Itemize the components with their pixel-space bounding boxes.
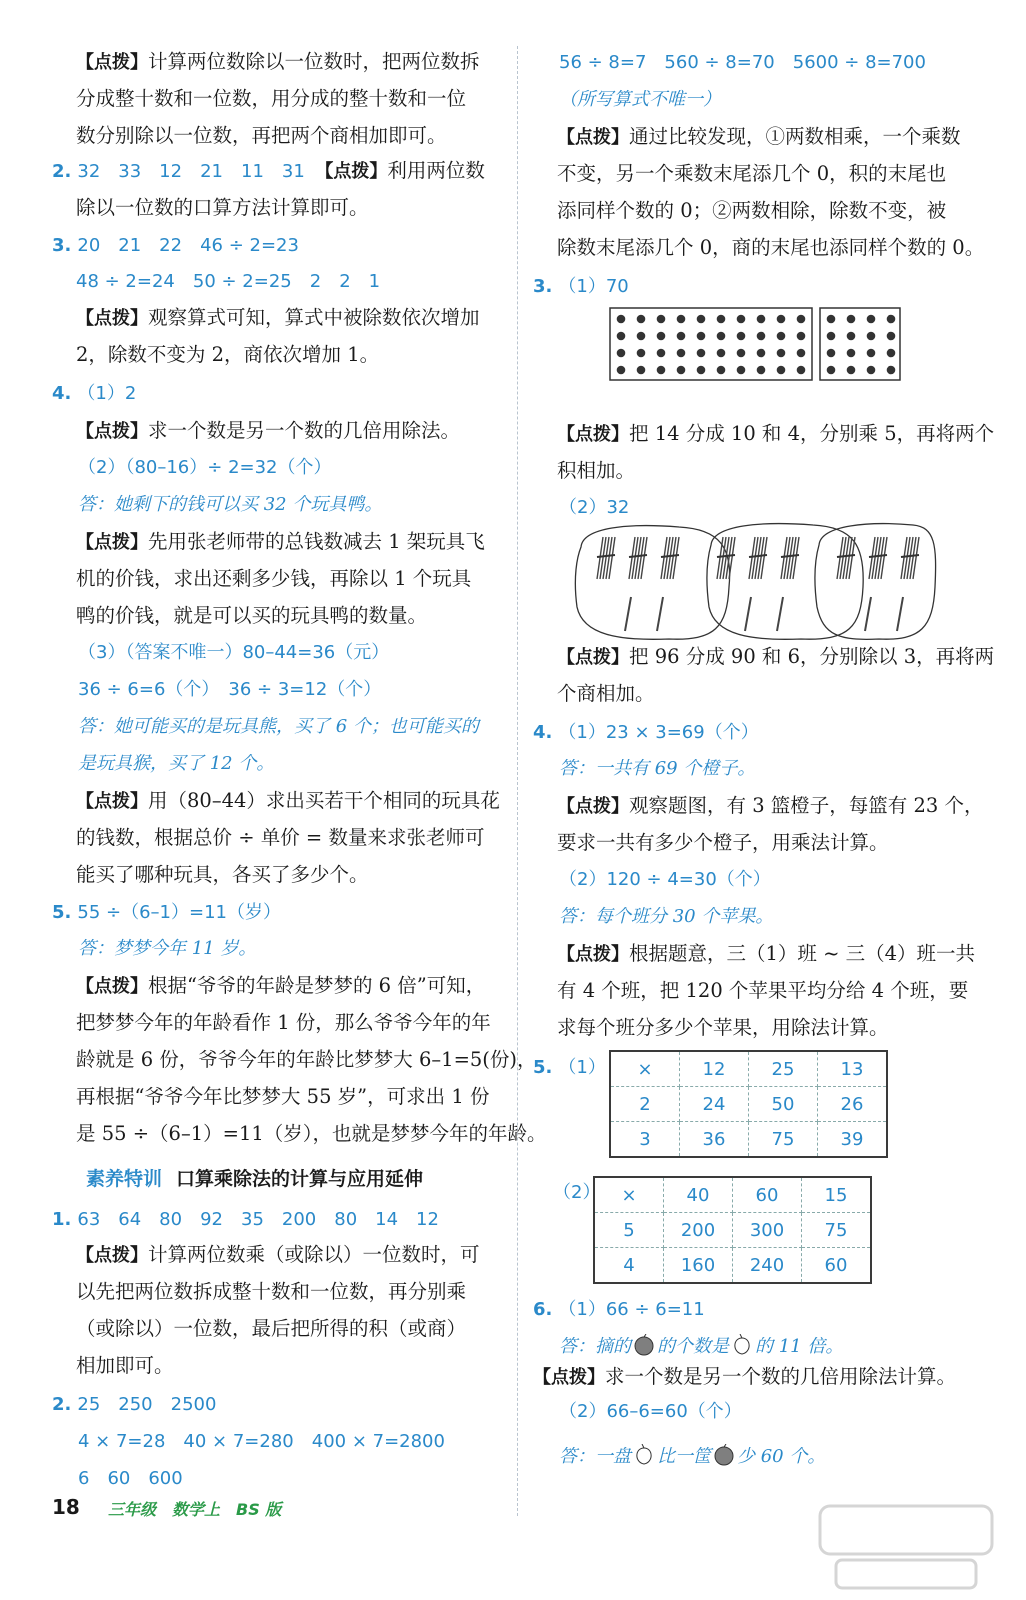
dot bbox=[797, 349, 806, 358]
stick-bundle-icon bbox=[661, 537, 679, 579]
table-cell: 36 bbox=[680, 1122, 749, 1158]
dot bbox=[827, 315, 836, 324]
text-line: 有 4 个班，把 120 个苹果平均分给 4 个班，要 bbox=[557, 979, 969, 1002]
table-cell: 24 bbox=[680, 1087, 749, 1122]
apple-icon bbox=[711, 1444, 737, 1466]
dots-group-left bbox=[617, 315, 806, 375]
dot bbox=[657, 332, 666, 341]
dot bbox=[887, 349, 896, 358]
text-line: 鸭的价钱，就是可以买的玩具鸭的数量。 bbox=[76, 604, 428, 627]
text-line: 【点拨】用（80–44）求出买若干个相同的玩具花 bbox=[76, 789, 500, 812]
column-divider bbox=[517, 46, 518, 1516]
section-heading: 素养特训 口算乘除法的计算与应用延伸 bbox=[86, 1168, 424, 1190]
dot bbox=[717, 366, 726, 375]
table-cell: 300 bbox=[733, 1213, 802, 1248]
dot bbox=[887, 366, 896, 375]
dot bbox=[827, 349, 836, 358]
table-cell: × bbox=[594, 1177, 664, 1213]
dot bbox=[737, 332, 746, 341]
text-line: 添同样个数的 0；②两数相除，除数不变，被 bbox=[557, 199, 947, 222]
dot-array-figure bbox=[609, 307, 905, 383]
dot bbox=[617, 366, 626, 375]
table-cell: 75 bbox=[749, 1122, 818, 1158]
dot bbox=[717, 315, 726, 324]
answer-line: 6 60 600 bbox=[78, 1468, 183, 1489]
dot bbox=[657, 349, 666, 358]
group-circle-3 bbox=[815, 524, 936, 640]
text-line: 求每个班分多少个苹果，用除法计算。 bbox=[557, 1016, 889, 1039]
dot bbox=[847, 366, 856, 375]
dot bbox=[677, 315, 686, 324]
table-cell: 26 bbox=[818, 1087, 888, 1122]
peach-icon bbox=[631, 1444, 657, 1466]
stick-bundle-icon bbox=[597, 537, 615, 579]
question-4: 4. （1）2 bbox=[52, 383, 137, 404]
dot bbox=[757, 315, 766, 324]
question-3: 3. （1）70 bbox=[533, 276, 629, 297]
answer-line: （3）（答案不唯一）80–44=36（元） bbox=[78, 642, 390, 663]
answer-line: 答：一共有 69 个橙子。 bbox=[559, 758, 756, 779]
dot bbox=[637, 366, 646, 375]
dot bbox=[677, 332, 686, 341]
dot bbox=[637, 315, 646, 324]
text-line: 【点拨】观察算式可知，算式中被除数依次增加 bbox=[76, 306, 480, 329]
text-line: 的钱数，根据总价 ÷ 单价 = 数量来求张老师可 bbox=[76, 826, 485, 849]
dot bbox=[797, 366, 806, 375]
dot bbox=[757, 332, 766, 341]
text-line: 能买了哪种玩具，各买了多少个。 bbox=[76, 863, 369, 886]
answer-line: 答：她剩下的钱可以买 32 个玩具鸭。 bbox=[78, 494, 383, 515]
multiplication-table-1 bbox=[609, 1050, 888, 1158]
stick-bundle-icon bbox=[629, 537, 647, 579]
text-line: 龄就是 6 份，爷爷今年的年龄比梦梦大 6–1=5(份)， bbox=[76, 1048, 537, 1071]
text-line: 【点拨】求一个数是另一个数的几倍用除法。 bbox=[76, 419, 461, 442]
question-3: 3. 20 21 22 46 ÷ 2=23 bbox=[52, 235, 299, 256]
table-cell: × bbox=[610, 1051, 680, 1087]
table-row bbox=[594, 1213, 871, 1248]
dot bbox=[887, 315, 896, 324]
answer-line: 56 ÷ 8=7 560 ÷ 8=70 5600 ÷ 8=700 bbox=[559, 52, 926, 73]
special-question-2: 2. 25 250 2500 bbox=[52, 1394, 217, 1415]
answer-line: 答：一盘 比一筐 少 60 个。 bbox=[559, 1446, 826, 1467]
text-line: 【点拨】根据题意，三（1）班 ~ 三（4）班一共 bbox=[557, 942, 976, 965]
table-cell: 13 bbox=[818, 1051, 888, 1087]
answer-line: （2）32 bbox=[559, 497, 630, 518]
single-stick-icon bbox=[657, 597, 663, 631]
text-line: 以先把两位数拆成整十数和一位数，再分别乘 bbox=[76, 1280, 467, 1303]
stick-bundle-icon bbox=[901, 537, 919, 579]
table-row bbox=[594, 1177, 871, 1213]
table-cell: 160 bbox=[664, 1248, 733, 1284]
text-line: 个商相加。 bbox=[557, 682, 655, 705]
dot bbox=[637, 332, 646, 341]
text-line: 【点拨】通过比较发现，①两数相乘，一个乘数 bbox=[557, 125, 961, 148]
table-cell: 240 bbox=[733, 1248, 802, 1284]
single-stick-icon bbox=[865, 597, 871, 631]
text-line: 除数末尾添几个 0，商的末尾也添同样个数的 0。 bbox=[557, 236, 985, 259]
single-stick-icon bbox=[897, 597, 903, 631]
peach-icon bbox=[729, 1334, 755, 1356]
text-line: 2，除数不变为 2，商依次增加 1。 bbox=[76, 343, 380, 366]
dots-group-right bbox=[827, 315, 896, 375]
question-4: 4. （1）23 × 3=69（个） bbox=[533, 722, 759, 743]
dot bbox=[697, 349, 706, 358]
text-line: 【点拨】求一个数是另一个数的几倍用除法计算。 bbox=[533, 1365, 957, 1388]
stick-bundle-icon bbox=[781, 537, 799, 579]
dot bbox=[717, 349, 726, 358]
dot bbox=[697, 332, 706, 341]
multiplication-table-2 bbox=[593, 1176, 872, 1284]
dot bbox=[777, 366, 786, 375]
dot bbox=[797, 315, 806, 324]
dot bbox=[847, 332, 856, 341]
stick-bundles-figure bbox=[569, 517, 939, 647]
text-line: 【点拨】把 14 分成 10 和 4，分别乘 5，再将两个 bbox=[557, 422, 995, 445]
dot bbox=[697, 315, 706, 324]
table-cell: 50 bbox=[749, 1087, 818, 1122]
table-cell: 60 bbox=[733, 1177, 802, 1213]
dot bbox=[617, 349, 626, 358]
text-line: 不变，另一个乘数末尾添几个 0，积的末尾也 bbox=[557, 162, 947, 185]
answer-line: （2）66–6=60（个） bbox=[559, 1401, 742, 1422]
dot bbox=[637, 349, 646, 358]
text-line: 【点拨】先用张老师带的总钱数减去 1 架玩具飞 bbox=[76, 530, 485, 553]
table-cell: 12 bbox=[680, 1051, 749, 1087]
dot bbox=[867, 349, 876, 358]
dot bbox=[697, 366, 706, 375]
single-stick-icon bbox=[745, 597, 751, 631]
dot bbox=[827, 332, 836, 341]
dot bbox=[677, 366, 686, 375]
text-line: 【点拨】观察题图，有 3 篮橙子，每篮有 23 个， bbox=[557, 794, 984, 817]
question-2: 2. 32 33 12 21 11 31 【点拨】利用两位数 bbox=[52, 159, 485, 182]
special-question-1: 1. 63 64 80 92 35 200 80 14 12 bbox=[52, 1209, 439, 1230]
answer-line: 48 ÷ 2=24 50 ÷ 2=25 2 2 1 bbox=[76, 271, 381, 292]
table-cell: 3 bbox=[610, 1122, 680, 1158]
answer-line: （所写算式不唯一） bbox=[559, 89, 721, 110]
watermark-logo bbox=[816, 1500, 996, 1595]
book-title: 三年级 数学上 BS 版 bbox=[108, 1500, 282, 1519]
dot bbox=[737, 366, 746, 375]
dot bbox=[847, 315, 856, 324]
question-6: 6. （1）66 ÷ 6=11 bbox=[533, 1299, 705, 1320]
sub-question-label: （2） bbox=[553, 1182, 601, 1203]
apple-icon bbox=[631, 1334, 657, 1356]
dot bbox=[797, 332, 806, 341]
text-line: 再根据“爷爷今年比梦梦大 55 岁”，可求出 1 份 bbox=[76, 1085, 490, 1108]
answer-line: 4 × 7=28 40 × 7=280 400 × 7=2800 bbox=[78, 1431, 445, 1452]
dot bbox=[677, 349, 686, 358]
table-cell: 5 bbox=[594, 1213, 664, 1248]
text-line: 要求一共有多少个橙子，用乘法计算。 bbox=[557, 831, 889, 854]
text-line: （或除以）一位数，最后把所得的积（或商） bbox=[76, 1317, 467, 1340]
table-row bbox=[610, 1051, 887, 1087]
dot bbox=[617, 332, 626, 341]
stick-bundle-icon bbox=[717, 537, 735, 579]
dot bbox=[777, 332, 786, 341]
text-line: 【点拨】把 96 分成 90 和 6，分别除以 3，再将两 bbox=[557, 645, 995, 668]
dot bbox=[777, 315, 786, 324]
page-number: 18 bbox=[52, 1495, 80, 1519]
text-line: 是 55 ÷（6–1）=11（岁），也就是梦梦今年的年龄。 bbox=[76, 1122, 547, 1145]
dot bbox=[737, 315, 746, 324]
text-line: 数分别除以一位数，再把两个商相加即可。 bbox=[76, 124, 447, 147]
text-line: 机的价钱，求出还剩多少钱，再除以 1 个玩具 bbox=[76, 567, 472, 590]
question-5: 5. （1） bbox=[533, 1057, 606, 1078]
table-cell: 200 bbox=[664, 1213, 733, 1248]
dot bbox=[867, 315, 876, 324]
dot bbox=[867, 366, 876, 375]
dot bbox=[717, 332, 726, 341]
table-cell: 75 bbox=[802, 1213, 872, 1248]
table-row bbox=[610, 1122, 887, 1158]
text-line: 分成整十数和一位数，用分成的整十数和一位 bbox=[76, 87, 467, 110]
stick-bundle-icon bbox=[869, 537, 887, 579]
question-5: 5. 55 ÷（6–1）=11（岁） bbox=[52, 902, 281, 923]
dot bbox=[757, 349, 766, 358]
table-row bbox=[594, 1248, 871, 1284]
dot bbox=[847, 349, 856, 358]
text-line: 积相加。 bbox=[557, 459, 636, 482]
answer-line: 答：摘的 的个数是 的 11 倍。 bbox=[559, 1336, 844, 1357]
answer-line: （2）（80–16）÷ 2=32（个） bbox=[78, 457, 332, 478]
answer-line: 是玩具猴，买了 12 个。 bbox=[78, 753, 275, 774]
dot bbox=[777, 349, 786, 358]
answer-line: 36 ÷ 6=6（个） 36 ÷ 3=12（个） bbox=[78, 679, 382, 700]
table-cell: 2 bbox=[610, 1087, 680, 1122]
dot bbox=[867, 332, 876, 341]
text-line: 相加即可。 bbox=[76, 1354, 174, 1377]
dot bbox=[657, 366, 666, 375]
table-cell: 39 bbox=[840, 1128, 864, 1150]
dot bbox=[617, 315, 626, 324]
table-cell: 60 bbox=[824, 1254, 848, 1276]
bundles-group bbox=[597, 537, 919, 631]
table-row bbox=[610, 1087, 887, 1122]
answer-line: （2）120 ÷ 4=30（个） bbox=[559, 869, 771, 890]
table-cell: 4 bbox=[594, 1248, 664, 1284]
text-line: 把梦梦今年的年龄看作 1 份，那么爷爷今年的年 bbox=[76, 1011, 491, 1034]
dot bbox=[827, 366, 836, 375]
dot bbox=[657, 315, 666, 324]
text-line: 【点拨】计算两位数乘（或除以）一位数时，可 bbox=[76, 1243, 480, 1266]
single-stick-icon bbox=[777, 597, 783, 631]
table-cell: 40 bbox=[664, 1177, 733, 1213]
text-line: 【点拨】计算两位数除以一位数时，把两位数拆 bbox=[76, 50, 480, 73]
answer-line: 答：梦梦今年 11 岁。 bbox=[78, 938, 257, 959]
group-circle-2 bbox=[707, 524, 863, 640]
text-line: 除以一位数的口算方法计算即可。 bbox=[76, 196, 369, 219]
answer-line: 答：每个班分 30 个苹果。 bbox=[559, 906, 774, 927]
answer-line: 答：她可能买的是玩具熊，买了 6 个；也可能买的 bbox=[78, 716, 479, 737]
table-cell: 15 bbox=[802, 1177, 872, 1213]
dot bbox=[737, 349, 746, 358]
stick-bundle-icon bbox=[749, 537, 767, 579]
table-cell: 25 bbox=[749, 1051, 818, 1087]
dot bbox=[757, 366, 766, 375]
stick-bundle-icon bbox=[837, 537, 855, 579]
dot bbox=[887, 332, 896, 341]
single-stick-icon bbox=[625, 597, 631, 631]
text-line: 【点拨】根据“爷爷的年龄是梦梦的 6 倍”可知， bbox=[76, 974, 486, 997]
